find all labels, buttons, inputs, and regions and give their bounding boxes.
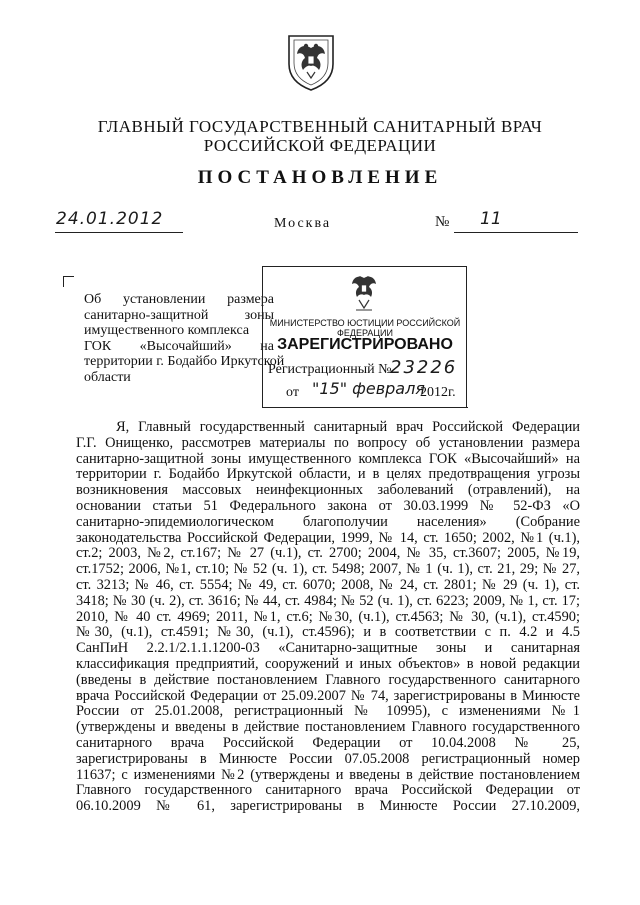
body-line: основании статьи 51 Федерального закона от 30.03.1999 № 52-ФЗ «О [76,497,580,514]
body-line: (введены в действие постановлением Главного государственного санитарного [76,671,580,688]
body-line: ст. 3213; № 46, ст. 5554; № 49, ст. 6070; 2008, № 24, ст. 2801; № 29 (ч. 1), ст. [76,576,580,593]
stamp-date-handwritten: "15" февраля [312,379,425,398]
subject-line: Об установлении размера [84,292,274,307]
body-line: зарегистрированы в Минюсте России 07.05.2008 регистрационный номер [76,750,580,767]
decree-date: 24.01.2012 [56,209,164,229]
body-line: врача Российской Федерации от 25.09.2007 № 74, зарегистрированы в Минюсте [76,687,580,704]
subject-line: санитарно-защитной зоны [84,307,274,323]
body-line: Г.Г. Онищенко, рассмотрев материалы по вопросу об установлении размера [76,434,580,451]
stamp-reg-number-label: Регистрационный № [268,362,392,377]
body-line: санитарно-эпидемиологическом благополучии населения» (Собрание [76,513,580,530]
subject-line: ГОК «Высочайший» на [84,338,274,354]
subject-corner-mark [63,276,74,287]
stamp-year: 2012г. [420,385,456,400]
body-line: №30, (ч.1), ст.4591; №30, (ч.1), ст.4596); и в соответствии с п. 4.2 и 4.5 [76,624,580,641]
decree-number-label: № [435,214,450,230]
body-line: законодательства Российской Федерации, 1999, № 14, ст. 1650; 2002, №1 (ч.1), [76,529,580,546]
body-line: СанПиН 2.2.1/2.1.1.1200-03 «Санитарно-защитные зоны и санитарная [76,640,580,657]
number-underline [454,232,578,233]
body-line: санитарного врача Российской Федерации от 10.04.2008 № 25, [76,734,580,751]
body-line: санитарно-защитной зоны имущественного комплекса ГОК «Высочайший» на [76,450,580,467]
body-line: 2010, № 40 ст. 4969; 2011, №1, ст.6; №30, (ч.1), ст.4563; № 30, (ч.1), ст.4590; [76,608,580,625]
issuer-title-line2: РОССИЙСКОЙ ФЕДЕРАЦИИ [203,136,437,155]
date-underline [55,232,183,233]
subject-line: имущественного комплекса [84,323,250,339]
decree-number: 11 [480,209,502,229]
document-type-title: ПОСТАНОВЛЕНИЕ [197,167,443,188]
decree-subject [84,292,285,386]
body-line: возникновения массовых неинфекционных заболеваний (отравлений), на [76,482,580,499]
decree-body [76,420,580,815]
body-line: 11637; с изменениями №2 (утверждены и введены в действие постановлением [76,766,580,783]
issuer-title-line1: ГЛАВНЫЙ ГОСУДАРСТВЕННЫЙ САНИТАРНЫЙ ВРАЧ [97,117,543,136]
body-line: (утверждены и введены в действие постановлением Главного государственного [76,719,580,736]
subject-line: территории г. Бодайбо Иркутской [84,354,285,370]
state-emblem-icon [285,30,337,92]
stamp-reg-number: 23226 [390,357,458,378]
body-line: ст.2; 2003, №2, ст.167; № 27 (ч.1), ст. 2700; 2004, № 35, ст.3607; 2005, №19, [76,545,580,562]
registration-stamp [262,266,468,410]
stamp-bottom-line [262,407,468,408]
stamp-emblem-icon [346,272,382,316]
stamp-ministry-name: МИНИСТЕРСТВО ЮСТИЦИИ РОССИЙСКОЙ ФЕДЕРАЦИИ [269,318,461,338]
body-line: Я, Главный государственный санитарный врач Российской Федерации [116,419,580,435]
body-line: ст.1752; 2006, №1, ст.10; № 52 (ч. 1), ст. 5498; 2007, № 1 (ч. 1), ст. 21, 29; № 27, [76,561,580,578]
subject-line: области [84,369,131,385]
body-line: 06.10.2009 № 61, зарегистрированы в Минюсте России 27.10.2009, [76,798,580,815]
stamp-registered-label: ЗАРЕГИСТРИРОВАНО [277,336,453,353]
decree-city: Москва [274,216,332,231]
body-line: России от 25.01.2008, регистрационный № 10995), с изменениями №1 [76,703,580,720]
body-line: классификация предприятий, сооружений и иных объектов» в новой редакции [76,655,580,672]
body-line: территории г. Бодайбо Иркутской области, и в целях предотвращения угрозы [76,466,580,483]
stamp-date-prefix: от [286,385,299,400]
body-line: 3418; № 30 (ч. 2), ст. 3616; № 44, ст. 4984; № 52 (ч. 1), ст. 6223; 2009, № 1, ст. 17; [76,592,580,609]
body-line: Главного государственного санитарного врача Российской Федерации от [76,782,580,799]
